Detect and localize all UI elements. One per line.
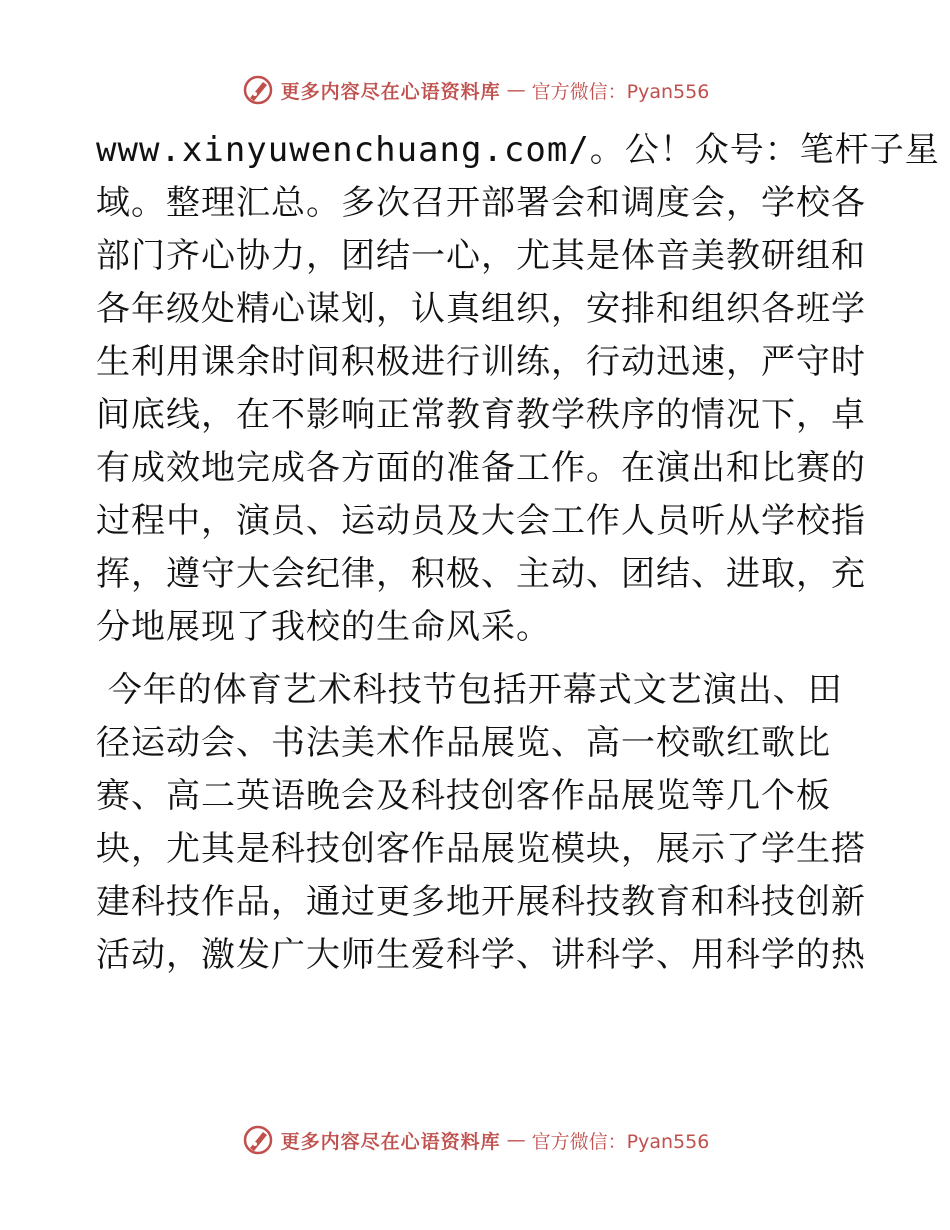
text-line: 今年的体育艺术科技节包括开幕式文艺演出、田 (96, 670, 843, 710)
banner-separator: — (506, 79, 526, 101)
text-line: 间底线，在不影响正常教育教学秩序的情况下，卓 (96, 395, 866, 435)
text-line: 分地展现了我校的生命风采。 (96, 607, 551, 647)
banner-separator: — (506, 1129, 526, 1151)
pen-nib-logo-icon (241, 73, 275, 107)
text-line: 赛、高二英语晚会及科技创客作品展览等几个板 (96, 776, 831, 816)
paragraph-gap (96, 654, 852, 664)
text-line: 活动，激发广大师生爱科学、讲科学、用科学的热 (96, 935, 866, 975)
paragraph (96, 664, 866, 982)
text-line: 块，尤其是科技创客作品展览模块，展示了学生搭 (96, 829, 866, 869)
text-line: www.xinyuwenchuang.com/。公！众号：笔杆子星 (96, 130, 940, 170)
text-line: 过程中，演员、运动员及大会工作人员听从学校指 (96, 501, 866, 541)
text-line: 生利用课余时间积极进行训练，行动迅速，严守时 (96, 342, 866, 382)
document-body (96, 124, 940, 982)
banner-title: 更多内容尽在心语资料库 (280, 1130, 501, 1153)
paragraph (96, 124, 940, 654)
text-line: 各年级处精心谋划，认真组织，安排和组织各班学 (96, 289, 866, 329)
banner-contact: 官方微信：Pyan556 (531, 80, 710, 103)
header-banner (0, 70, 950, 110)
banner-contact: 官方微信：Pyan556 (531, 1130, 710, 1153)
text-line: 域。整理汇总。多次召开部署会和调度会，学校各 (96, 183, 866, 223)
text-line: 建科技作品，通过更多地开展科技教育和科技创新 (96, 882, 866, 922)
text-line: 有成效地完成各方面的准备工作。在演出和比赛的 (96, 448, 866, 488)
text-line: 径运动会、书法美术作品展览、高一校歌红歌比 (96, 723, 831, 763)
text-line: 部门齐心协力，团结一心，尤其是体音美教研组和 (96, 236, 866, 276)
footer-banner (0, 1120, 950, 1160)
banner-title: 更多内容尽在心语资料库 (280, 80, 501, 103)
text-line: 挥，遵守大会纪律，积极、主动、团结、进取，充 (96, 554, 866, 594)
pen-nib-logo-icon (241, 1123, 275, 1157)
